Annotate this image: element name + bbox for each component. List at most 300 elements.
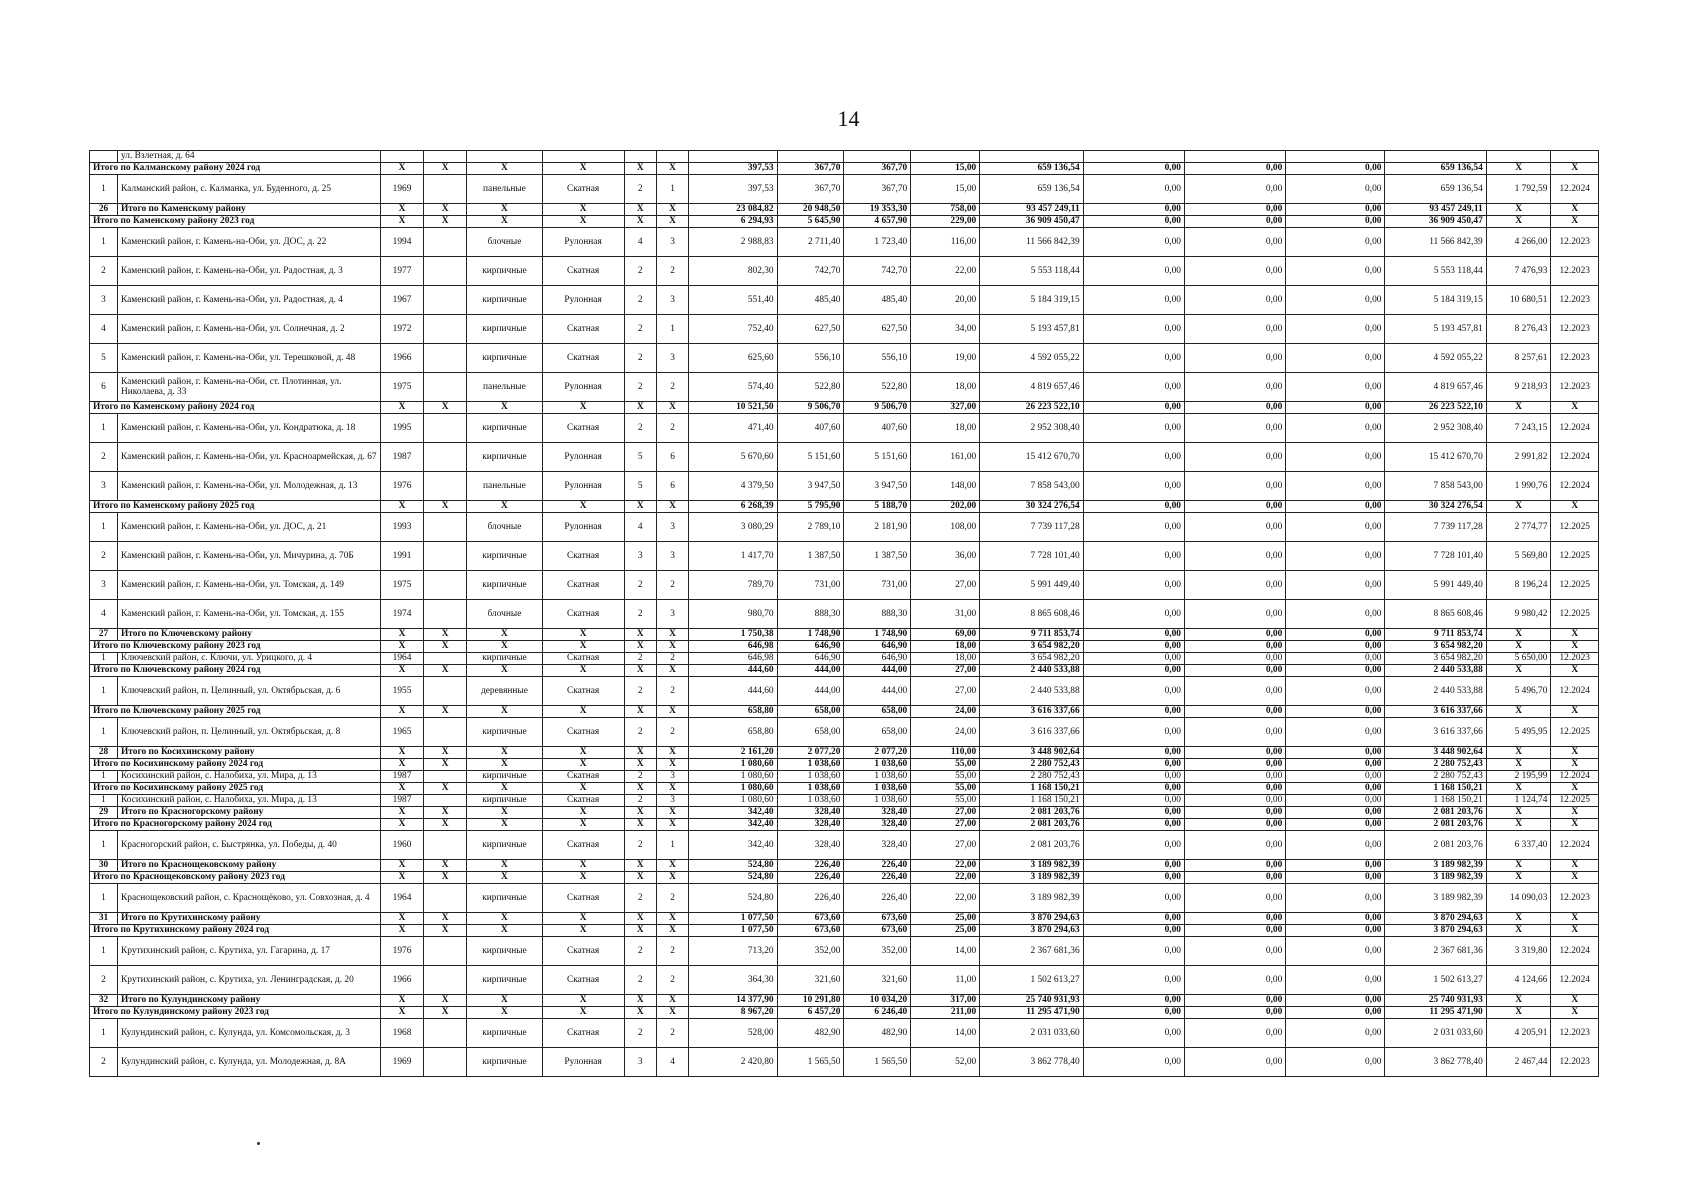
floors: 5 — [624, 472, 656, 501]
fund-federal: 0,00 — [1083, 783, 1184, 795]
area-residential: 1 038,60 — [844, 759, 911, 771]
fund-local: 0,00 — [1286, 402, 1385, 414]
entrances: 2 — [656, 718, 688, 747]
x-mark: X — [1486, 629, 1551, 641]
entrances: 6 — [656, 472, 688, 501]
commission-year: 1965 — [381, 718, 424, 747]
x-mark: X — [1551, 641, 1599, 653]
cost-total: 1 502 613,27 — [980, 966, 1083, 995]
row-address: Каменский район, г. Камень-на-Оби, ул. Радостная, д. 3 — [118, 257, 381, 286]
table-row — [90, 677, 1599, 706]
fund-federal: 0,00 — [1083, 228, 1184, 257]
empty-cell — [624, 151, 656, 163]
x-mark: X — [381, 872, 424, 884]
x-mark: X — [656, 706, 688, 718]
residents: 327,00 — [911, 402, 980, 414]
area-total: 524,80 — [689, 884, 777, 913]
row-number: 27 — [90, 629, 118, 641]
x-mark: X — [467, 216, 542, 228]
x-mark: X — [542, 216, 624, 228]
x-mark: X — [1486, 807, 1551, 819]
fund-regional: 0,00 — [1184, 1019, 1285, 1048]
unit-cost: 9 218,93 — [1486, 373, 1551, 402]
completion-date: 12.2024 — [1551, 771, 1599, 783]
fund-owners: 659 136,54 — [1385, 175, 1486, 204]
program-table — [89, 150, 1599, 1077]
cost-total: 2 952 308,40 — [980, 414, 1083, 443]
year-total-row — [90, 163, 1599, 175]
commission-year: 1987 — [381, 795, 424, 807]
x-mark: X — [1551, 1007, 1599, 1019]
area-premises: 5 645,90 — [777, 216, 844, 228]
reconstruction-year — [424, 771, 467, 783]
year-total-row — [90, 819, 1599, 831]
fund-owners: 25 740 931,93 — [1385, 995, 1486, 1007]
fund-federal: 0,00 — [1083, 629, 1184, 641]
x-mark: X — [467, 163, 542, 175]
cost-total: 93 457 249,11 — [980, 204, 1083, 216]
fund-local: 0,00 — [1286, 629, 1385, 641]
x-mark: X — [656, 629, 688, 641]
x-mark: X — [1551, 204, 1599, 216]
area-premises: 1 748,90 — [777, 629, 844, 641]
row-label: Итого по Краснощековскому району — [118, 860, 381, 872]
fund-local: 0,00 — [1286, 783, 1385, 795]
completion-date: 12.2024 — [1551, 677, 1599, 706]
row-number: 1 — [90, 1019, 118, 1048]
fund-local: 0,00 — [1286, 795, 1385, 807]
roof-type: Скатная — [542, 1019, 624, 1048]
commission-year: 1974 — [381, 600, 424, 629]
fund-local: 0,00 — [1286, 163, 1385, 175]
x-mark: X — [467, 819, 542, 831]
row-label: Итого по Каменскому району 2024 год — [90, 402, 381, 414]
x-mark: X — [624, 629, 656, 641]
row-number: 32 — [90, 995, 118, 1007]
x-mark: X — [624, 995, 656, 1007]
x-mark: X — [467, 1007, 542, 1019]
fund-owners: 3 189 982,39 — [1385, 872, 1486, 884]
x-mark: X — [424, 747, 467, 759]
cost-total: 11 566 842,39 — [980, 228, 1083, 257]
residents: 161,00 — [911, 443, 980, 472]
roof-type: Скатная — [542, 600, 624, 629]
table-row — [90, 414, 1599, 443]
row-label: Итого по Ключевскому району 2023 год — [90, 641, 381, 653]
residents: 148,00 — [911, 472, 980, 501]
commission-year: 1969 — [381, 1048, 424, 1077]
wall-material: кирпичные — [467, 795, 542, 807]
x-mark: X — [624, 216, 656, 228]
fund-owners: 11 566 842,39 — [1385, 228, 1486, 257]
x-mark: X — [656, 641, 688, 653]
area-residential: 352,00 — [844, 937, 911, 966]
fund-owners: 3 654 982,20 — [1385, 641, 1486, 653]
unit-cost: 4 266,00 — [1486, 228, 1551, 257]
area-total: 528,00 — [689, 1019, 777, 1048]
reconstruction-year — [424, 542, 467, 571]
fund-regional: 0,00 — [1184, 402, 1285, 414]
fund-local: 0,00 — [1286, 706, 1385, 718]
area-total: 342,40 — [689, 819, 777, 831]
fund-owners: 93 457 249,11 — [1385, 204, 1486, 216]
commission-year: 1987 — [381, 771, 424, 783]
area-premises: 352,00 — [777, 937, 844, 966]
entrances: 3 — [656, 513, 688, 542]
row-address: Каменский район, г. Камень-на-Оби, ул. Кондратюка, д. 18 — [118, 414, 381, 443]
reconstruction-year — [424, 795, 467, 807]
fund-federal: 0,00 — [1083, 677, 1184, 706]
cost-total: 15 412 670,70 — [980, 443, 1083, 472]
x-mark: X — [1486, 747, 1551, 759]
empty-cell — [689, 151, 777, 163]
fund-regional: 0,00 — [1184, 872, 1285, 884]
fund-regional: 0,00 — [1184, 204, 1285, 216]
reconstruction-year — [424, 653, 467, 665]
fund-regional: 0,00 — [1184, 542, 1285, 571]
residents: 27,00 — [911, 819, 980, 831]
entrances: 3 — [656, 344, 688, 373]
area-residential: 9 506,70 — [844, 402, 911, 414]
x-mark: X — [424, 783, 467, 795]
empty-cell — [777, 151, 844, 163]
x-mark: X — [381, 501, 424, 513]
completion-date: 12.2024 — [1551, 414, 1599, 443]
fund-federal: 0,00 — [1083, 175, 1184, 204]
empty-cell — [1286, 151, 1385, 163]
x-mark: X — [1486, 641, 1551, 653]
area-premises: 226,40 — [777, 860, 844, 872]
commission-year: 1964 — [381, 653, 424, 665]
row-address: Каменский район, г. Камень-на-Оби, ул. ДОС, д. 21 — [118, 513, 381, 542]
row-address: Крутихинский район, с. Крутиха, ул. Ленинградская, д. 20 — [118, 966, 381, 995]
table-row — [90, 718, 1599, 747]
floors: 2 — [624, 677, 656, 706]
row-number: 29 — [90, 807, 118, 819]
fund-local: 0,00 — [1286, 759, 1385, 771]
x-mark: X — [624, 706, 656, 718]
cost-total: 3 189 982,39 — [980, 872, 1083, 884]
fund-federal: 0,00 — [1083, 513, 1184, 542]
fund-federal: 0,00 — [1083, 443, 1184, 472]
area-premises: 646,90 — [777, 641, 844, 653]
reconstruction-year — [424, 257, 467, 286]
reconstruction-year — [424, 315, 467, 344]
floors: 2 — [624, 884, 656, 913]
row-number: 3 — [90, 472, 118, 501]
wall-material: кирпичные — [467, 937, 542, 966]
x-mark: X — [467, 913, 542, 925]
area-total: 802,30 — [689, 257, 777, 286]
row-label: Итого по Косихинскому району 2025 год — [90, 783, 381, 795]
area-residential: 2 077,20 — [844, 747, 911, 759]
cost-total: 4 819 657,46 — [980, 373, 1083, 402]
reconstruction-year — [424, 373, 467, 402]
x-mark: X — [656, 501, 688, 513]
completion-date: 12.2025 — [1551, 795, 1599, 807]
x-mark: X — [1551, 872, 1599, 884]
floors: 2 — [624, 966, 656, 995]
wall-material: кирпичные — [467, 653, 542, 665]
completion-date: 12.2025 — [1551, 600, 1599, 629]
x-mark: X — [381, 913, 424, 925]
area-total: 646,98 — [689, 653, 777, 665]
fund-local: 0,00 — [1286, 995, 1385, 1007]
x-mark: X — [467, 641, 542, 653]
x-mark: X — [467, 204, 542, 216]
floors: 3 — [624, 1048, 656, 1077]
fund-regional: 0,00 — [1184, 759, 1285, 771]
fund-regional: 0,00 — [1184, 315, 1285, 344]
x-mark: X — [624, 501, 656, 513]
residents: 52,00 — [911, 1048, 980, 1077]
year-total-row — [90, 706, 1599, 718]
area-residential: 444,00 — [844, 665, 911, 677]
completion-date: 12.2024 — [1551, 937, 1599, 966]
x-mark: X — [381, 860, 424, 872]
fund-owners: 2 280 752,43 — [1385, 759, 1486, 771]
fund-regional: 0,00 — [1184, 414, 1285, 443]
row-number: 4 — [90, 600, 118, 629]
area-residential: 6 246,40 — [844, 1007, 911, 1019]
fund-local: 0,00 — [1286, 913, 1385, 925]
row-number: 1 — [90, 795, 118, 807]
area-total: 1 080,60 — [689, 771, 777, 783]
commission-year: 1967 — [381, 286, 424, 315]
row-label: Итого по Косихинскому району 2024 год — [90, 759, 381, 771]
row-address: Калманский район, с. Калманка, ул. Буденного, д. 25 — [118, 175, 381, 204]
area-total: 980,70 — [689, 600, 777, 629]
empty-cell — [424, 151, 467, 163]
completion-date: 12.2023 — [1551, 257, 1599, 286]
completion-date: 12.2024 — [1551, 443, 1599, 472]
fund-federal: 0,00 — [1083, 163, 1184, 175]
fund-federal: 0,00 — [1083, 807, 1184, 819]
residents: 22,00 — [911, 860, 980, 872]
x-mark: X — [1486, 402, 1551, 414]
row-address: Косихинский район, с. Налобиха, ул. Мира, д. 13 — [118, 771, 381, 783]
cost-total: 26 223 522,10 — [980, 402, 1083, 414]
row-number: 1 — [90, 414, 118, 443]
x-mark: X — [542, 204, 624, 216]
x-mark: X — [424, 807, 467, 819]
area-premises: 1 565,50 — [777, 1048, 844, 1077]
empty-cell — [467, 151, 542, 163]
unit-cost: 9 980,42 — [1486, 600, 1551, 629]
floors: 2 — [624, 175, 656, 204]
page-number: 14 — [837, 106, 860, 131]
fund-regional: 0,00 — [1184, 937, 1285, 966]
wall-material: панельные — [467, 472, 542, 501]
fund-regional: 0,00 — [1184, 513, 1285, 542]
reconstruction-year — [424, 831, 467, 860]
roof-type: Скатная — [542, 966, 624, 995]
area-residential: 328,40 — [844, 831, 911, 860]
cost-total: 3 862 778,40 — [980, 1048, 1083, 1077]
area-residential: 1 565,50 — [844, 1048, 911, 1077]
area-total: 5 670,60 — [689, 443, 777, 472]
x-mark: X — [424, 665, 467, 677]
fund-federal: 0,00 — [1083, 641, 1184, 653]
fund-local: 0,00 — [1286, 665, 1385, 677]
row-address: Каменский район, г. Камень-на-Оби, ул. Молодежная, д. 13 — [118, 472, 381, 501]
fund-regional: 0,00 — [1184, 665, 1285, 677]
residents: 25,00 — [911, 913, 980, 925]
residents: 55,00 — [911, 771, 980, 783]
completion-date: 12.2024 — [1551, 966, 1599, 995]
cost-total: 1 168 150,21 — [980, 783, 1083, 795]
x-mark: X — [542, 872, 624, 884]
roof-type: Скатная — [542, 718, 624, 747]
area-premises: 9 506,70 — [777, 402, 844, 414]
reconstruction-year — [424, 571, 467, 600]
fund-local: 0,00 — [1286, 216, 1385, 228]
x-mark: X — [656, 995, 688, 1007]
reconstruction-year — [424, 600, 467, 629]
floors: 4 — [624, 513, 656, 542]
area-residential: 444,00 — [844, 677, 911, 706]
entrances: 2 — [656, 571, 688, 600]
area-premises: 485,40 — [777, 286, 844, 315]
residents: 31,00 — [911, 600, 980, 629]
table-row — [90, 472, 1599, 501]
area-total: 1 417,70 — [689, 542, 777, 571]
area-premises: 20 948,50 — [777, 204, 844, 216]
area-total: 2 420,80 — [689, 1048, 777, 1077]
district-total-row — [90, 913, 1599, 925]
area-premises: 328,40 — [777, 807, 844, 819]
area-total: 397,53 — [689, 163, 777, 175]
unit-cost: 8 276,43 — [1486, 315, 1551, 344]
cost-total: 2 440 533,88 — [980, 665, 1083, 677]
x-mark: X — [656, 204, 688, 216]
x-mark: X — [542, 860, 624, 872]
fund-regional: 0,00 — [1184, 373, 1285, 402]
residents: 19,00 — [911, 344, 980, 373]
x-mark: X — [424, 925, 467, 937]
residents: 69,00 — [911, 629, 980, 641]
unit-cost: 3 319,80 — [1486, 937, 1551, 966]
table-row — [90, 344, 1599, 373]
cost-total: 2 440 533,88 — [980, 677, 1083, 706]
row-label: Итого по Краснощековскому району 2023 год — [90, 872, 381, 884]
cost-total: 659 136,54 — [980, 163, 1083, 175]
fund-regional: 0,00 — [1184, 501, 1285, 513]
x-mark: X — [624, 860, 656, 872]
row-label: Итого по Косихинскому району — [118, 747, 381, 759]
area-residential: 4 657,90 — [844, 216, 911, 228]
fund-regional: 0,00 — [1184, 925, 1285, 937]
roof-type: Рулонная — [542, 472, 624, 501]
cost-total: 1 168 150,21 — [980, 795, 1083, 807]
completion-date: 12.2023 — [1551, 653, 1599, 665]
row-number: 1 — [90, 771, 118, 783]
row-number: 3 — [90, 571, 118, 600]
x-mark: X — [1486, 860, 1551, 872]
table-row — [90, 315, 1599, 344]
x-mark: X — [656, 759, 688, 771]
fund-owners: 8 865 608,46 — [1385, 600, 1486, 629]
x-mark: X — [1486, 216, 1551, 228]
fund-federal: 0,00 — [1083, 937, 1184, 966]
x-mark: X — [542, 783, 624, 795]
area-residential: 1 038,60 — [844, 783, 911, 795]
unit-cost: 5 650,00 — [1486, 653, 1551, 665]
wall-material: блочные — [467, 600, 542, 629]
x-mark: X — [467, 807, 542, 819]
cost-total: 9 711 853,74 — [980, 629, 1083, 641]
area-total: 551,40 — [689, 286, 777, 315]
reconstruction-year — [424, 677, 467, 706]
roof-type: Скатная — [542, 257, 624, 286]
residents: 27,00 — [911, 831, 980, 860]
fund-local: 0,00 — [1286, 542, 1385, 571]
x-mark: X — [467, 872, 542, 884]
x-mark: X — [467, 995, 542, 1007]
floors: 2 — [624, 257, 656, 286]
x-mark: X — [1486, 501, 1551, 513]
completion-date: 12.2025 — [1551, 718, 1599, 747]
roof-type: Рулонная — [542, 228, 624, 257]
residents: 55,00 — [911, 795, 980, 807]
fund-local: 0,00 — [1286, 204, 1385, 216]
fund-federal: 0,00 — [1083, 344, 1184, 373]
area-premises: 328,40 — [777, 819, 844, 831]
x-mark: X — [1486, 163, 1551, 175]
year-total-row — [90, 641, 1599, 653]
x-mark: X — [656, 163, 688, 175]
area-premises: 226,40 — [777, 884, 844, 913]
wall-material: кирпичные — [467, 414, 542, 443]
wall-material: кирпичные — [467, 831, 542, 860]
fund-local: 0,00 — [1286, 513, 1385, 542]
fund-regional: 0,00 — [1184, 831, 1285, 860]
empty-cell — [542, 151, 624, 163]
fund-owners: 4 592 055,22 — [1385, 344, 1486, 373]
table-body — [90, 151, 1599, 1077]
area-residential: 1 723,40 — [844, 228, 911, 257]
area-residential: 367,70 — [844, 163, 911, 175]
row-number: 2 — [90, 542, 118, 571]
fund-regional: 0,00 — [1184, 600, 1285, 629]
area-total: 471,40 — [689, 414, 777, 443]
area-residential: 367,70 — [844, 175, 911, 204]
area-total: 1 080,60 — [689, 759, 777, 771]
unit-cost: 2 467,44 — [1486, 1048, 1551, 1077]
entrances: 2 — [656, 1019, 688, 1048]
cost-total: 5 184 319,15 — [980, 286, 1083, 315]
x-mark: X — [381, 783, 424, 795]
residents: 317,00 — [911, 995, 980, 1007]
x-mark: X — [381, 807, 424, 819]
x-mark: X — [1486, 204, 1551, 216]
completion-date: 12.2023 — [1551, 315, 1599, 344]
x-mark: X — [424, 872, 467, 884]
cost-total: 3 616 337,66 — [980, 718, 1083, 747]
area-total: 574,40 — [689, 373, 777, 402]
x-mark: X — [624, 925, 656, 937]
row-address: Каменский район, г. Камень-на-Оби, ул. Томская, д. 155 — [118, 600, 381, 629]
cost-total: 5 991 449,40 — [980, 571, 1083, 600]
commission-year: 1987 — [381, 443, 424, 472]
x-mark: X — [381, 1007, 424, 1019]
area-total: 1 080,60 — [689, 783, 777, 795]
wall-material: кирпичные — [467, 542, 542, 571]
roof-type: Скатная — [542, 414, 624, 443]
year-total-row — [90, 1007, 1599, 1019]
cost-total: 3 870 294,63 — [980, 925, 1083, 937]
fund-local: 0,00 — [1286, 315, 1385, 344]
